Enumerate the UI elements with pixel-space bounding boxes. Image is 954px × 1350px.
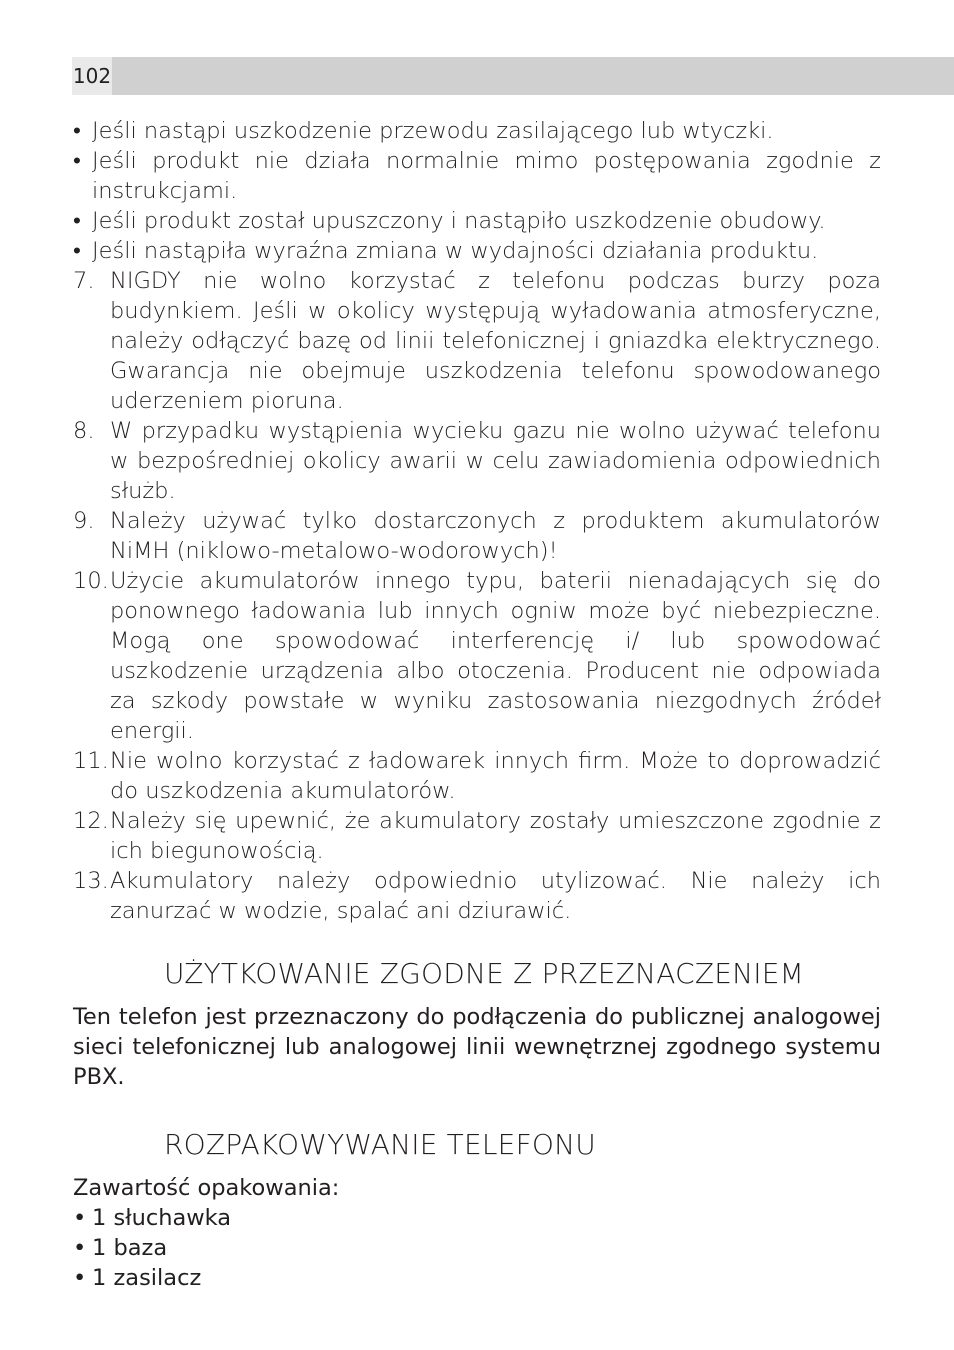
safety-item-9: 9. Należy używać tylko dostarczonych z produktem akumulatorów NiMH (niklowo-metalowo-wodorowych)! bbox=[73, 508, 881, 564]
intended-use-title: UŻYTKOWANIE ZGODNE Z PRZEZNACZENIEM bbox=[164, 957, 804, 990]
bullet-icon: • bbox=[73, 1265, 87, 1291]
safety-bullet: • Jeśli produkt nie działa normalnie mimo postępowania zgodnie z instrukcjami. bbox=[73, 148, 881, 204]
safety-bullet: • Jeśli nastąpi uszkodzenie przewodu zasilającego lub wtyczki. bbox=[73, 118, 774, 144]
package-item: • 1 słuchawka bbox=[73, 1205, 232, 1231]
unpacking-title: ROZPAKOWYWANIE TELEFONU bbox=[164, 1128, 596, 1161]
header-bar bbox=[72, 57, 954, 95]
package-item: • 1 zasilacz bbox=[73, 1265, 202, 1291]
intended-use-text: Ten telefon jest przeznaczony do podłączenia do publicznej analogowej sieci telefonicznej lub analogowej linii wewnętrznej zgodnego systemu PBX. bbox=[73, 1004, 881, 1090]
unpacking-intro: Zawartość opakowania: bbox=[73, 1175, 340, 1201]
safety-item-10: 10. Użycie akumulatorów innego typu, baterii nienadających się do ponownego ładowania lub innych ogniw może być niebezpieczne. Mogą one spowodować interferencję i/ lub spowodować uszkodzenie urządzenia albo otoczenia. Producent nie odpowiada za szkody powstałe w wyniku zastosowania niezgodnych źródeł energii. bbox=[73, 568, 881, 744]
bullet-icon: • bbox=[73, 148, 81, 174]
bullet-icon: • bbox=[73, 1205, 87, 1231]
bullet-icon: • bbox=[73, 118, 81, 144]
safety-item-11: 11. Nie wolno korzystać z ładowarek innych firm. Może to doprowadzić do uszkodzenia akumulatorów. bbox=[73, 748, 881, 804]
safety-item-12: 12. Należy się upewnić, że akumulatory zostały umieszczone zgodnie z ich biegunowością. bbox=[73, 808, 881, 864]
bullet-icon: • bbox=[73, 238, 81, 264]
safety-item-8: 8. W przypadku wystąpienia wycieku gazu nie wolno używać telefonu w bezpośredniej okolicy awarii w celu zawiadomienia odpowiednich służb. bbox=[73, 418, 881, 504]
safety-list bbox=[73, 116, 881, 926]
bullet-icon: • bbox=[73, 208, 81, 234]
unpacking-contents bbox=[73, 1173, 881, 1293]
package-item: • 1 baza bbox=[73, 1235, 168, 1261]
safety-bullet: • Jeśli nastąpiła wyraźna zmiana w wydajności działania produktu. bbox=[73, 238, 819, 264]
page-number: 102 bbox=[72, 57, 112, 95]
safety-bullet: • Jeśli produkt został upuszczony i nastąpiło uszkodzenie obudowy. bbox=[73, 208, 826, 234]
safety-item-13: 13. Akumulatory należy odpowiednio utylizować. Nie należy ich zanurzać w wodzie, spalać ani dziurawić. bbox=[73, 868, 881, 924]
bullet-icon: • bbox=[73, 1235, 87, 1261]
safety-item-7: 7. NIGDY nie wolno korzystać z telefonu podczas burzy poza budynkiem. Jeśli w okolicy występują wyładowania atmosferyczne, należy odłączyć bazę od linii telefonicznej i gniazdka elektrycznego. Gwarancja nie obejmuje uszkodzenia telefonu spowodowanego uderzeniem pioruna. bbox=[73, 268, 881, 414]
